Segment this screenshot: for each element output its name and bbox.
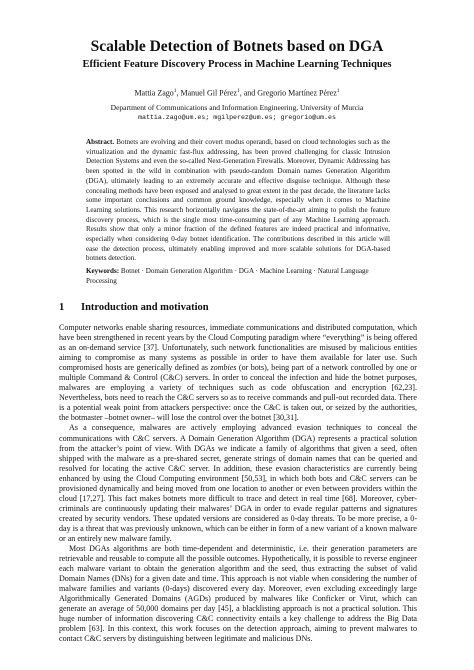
paragraph: As a consequence, malwares are actively employing advanced evasion techniques to conceal the communications with C&C servers. A Domain Generation Algorithm (DGA) represents a practical solution from the attacker’s point of view. With DGAs we indicate a family of algorithms that given a seed, often shipped with the malware as a pre-shared secret, generate strings of domain names that can be queried and resolved for locating the active C&C server. In addition, these evasion characteristics are currently being enhanced by using the Cloud Computing environment [50,53], in which both bots and C&C servers can be provisioned dynamically and being moved from one location to another or even between providers within the cloud [17,27]. This fact makes botnets more difficult to trace and detect in real time [68]. Moreover, cyber-criminals are continuously updating their malwares’ DGA in order to evade regular patterns and signatures created by security vendors. These updated versions are considered as 0-day threats. To be more precise, a 0-day is a threat that was previously unknown, which can be either in form of a new variant of a known malware or an entirely new malware family.	[59, 423, 417, 543]
affiliation: Department of Communications and Information Engineering, University of Murcia	[110, 103, 364, 112]
body-text	[59, 323, 417, 645]
keywords-text: Botnet · Domain Generation Algorithm · DGA · Machine Learning · Natural Language Processing	[86, 267, 369, 285]
author-name: Manuel Gil Pérez	[180, 88, 237, 98]
author-separator: , and	[239, 88, 258, 98]
abstract-text: Botnets are evolving and their covert modus operandi, based on cloud technologies such as the virtualization and the dynamic fast-flux addressing, has been proved challenging for classic Intrusion Detection Systems and even the so-called Next-Generation Firewalls. Moreover, Dynamic Addressing has been spotted in the wild in combination with pseudo-random Domain names Generation Algorithm (DGA), ultimately leading to an extremely accurate and effective disguise technique. Although these concealing methods have been exposed and analysed to great extent in the past decade, the literature lacks some important conclusions and common ground knowledge, especially when it comes to Machine Learning solutions. This research horizontally navigates the state-of-the-art aiming to polish the feature discovery process, which is the single most time-consuming part of any Machine Learning approach. Results show that only a minor fraction of the defined features are indeed practical and informative, especially when considering 0-day botnet identification. The contributions described in this article will ease the detection process, ultimately enabling improved and more scalable solutions for DGA-based botnets detection.	[86, 138, 390, 263]
abstract	[86, 138, 390, 264]
abstract-label: Abstract.	[86, 138, 115, 146]
section-title: Introduction and motivation	[81, 302, 209, 313]
author-list	[0, 86, 474, 99]
section-number: 1	[59, 302, 65, 313]
author-affiliation-mark: 1	[336, 88, 340, 94]
paper-subtitle: Efficient Feature Discovery Process in Machine Learning Techniques	[82, 59, 392, 70]
author-emails: mattia.zago@um.es; mgilperez@um.es; gregorio@um.es	[138, 114, 336, 121]
author-affiliation-mark: 1	[173, 88, 177, 94]
paragraph-text: (or bots), being part of a network controlled by one or multiple Command & Control (C&C) servers. In order to conceal the infection and hide the botnet purposes, malwares are employing a variety of techniques such as code obfuscation and encryption [62,23]. Nevertheless, bots need to reach the C&C servers so as to receive commands and pull-out recorded data. There is a potential weak point from attackers perspective: once the C&C is taken out, or seized by the authorities, the botmaster –botnet owner– will lose the control over the botnet [30,31].	[59, 363, 417, 423]
emphasis-text: zombies	[210, 363, 237, 373]
author-name: Mattia Zago	[134, 88, 174, 98]
author-name: Gregorio Martínez Pérez	[257, 88, 337, 98]
author-affiliation-mark: 1	[236, 88, 240, 94]
author-separator: ,	[176, 88, 181, 98]
paper-title: Scalable Detection of Botnets based on DGA	[90, 38, 384, 55]
keywords-label: Keywords:	[86, 267, 120, 275]
paragraph: Most DGAs algorithms are both time-dependent and deterministic, i.e. their generation parameters are retrievable and reusable to compute all the possible outcomes. Hypothetically, it is possible to reverse engineer each malware variant to obtain the generation algorithm and the seed, thus extracting the subset of valid Domain Names (DNs) for a given date and time. This approach is not viable when considering the number of malware families and variants (0-days) discovered every day. Moreover, even excluding exceedingly large Algorithmically Generated Domains (AGDs) produced by malwares like Conficker or Virut, which can generate an average of 50,000 domains per day [45], a blacklisting approach is not a practical solution. This huge number of information discovering C&C connectivity entails a key challenge to address the Big Data problem [63]. In this context, this work focuses on the detection approach, aiming to prevent malwares to contact C&C servers by distinguishing between legitimate and malicious DNs.	[59, 544, 417, 644]
keywords	[86, 267, 390, 286]
section-heading	[59, 301, 419, 314]
paragraph-text: Computer networks enable sharing resources, immediate communications and distributed computation, which have been strengthened in recent years by the Cloud Computing paradigm where “everything” is being offered as an on-demand service [37]. Unfortunately, such network functionalities are misused by malicious entities aiming to compromise as many systems as possible in order to have them available for later use. Such compromised hosts are generically defined as	[59, 323, 417, 373]
paragraph	[59, 323, 417, 423]
